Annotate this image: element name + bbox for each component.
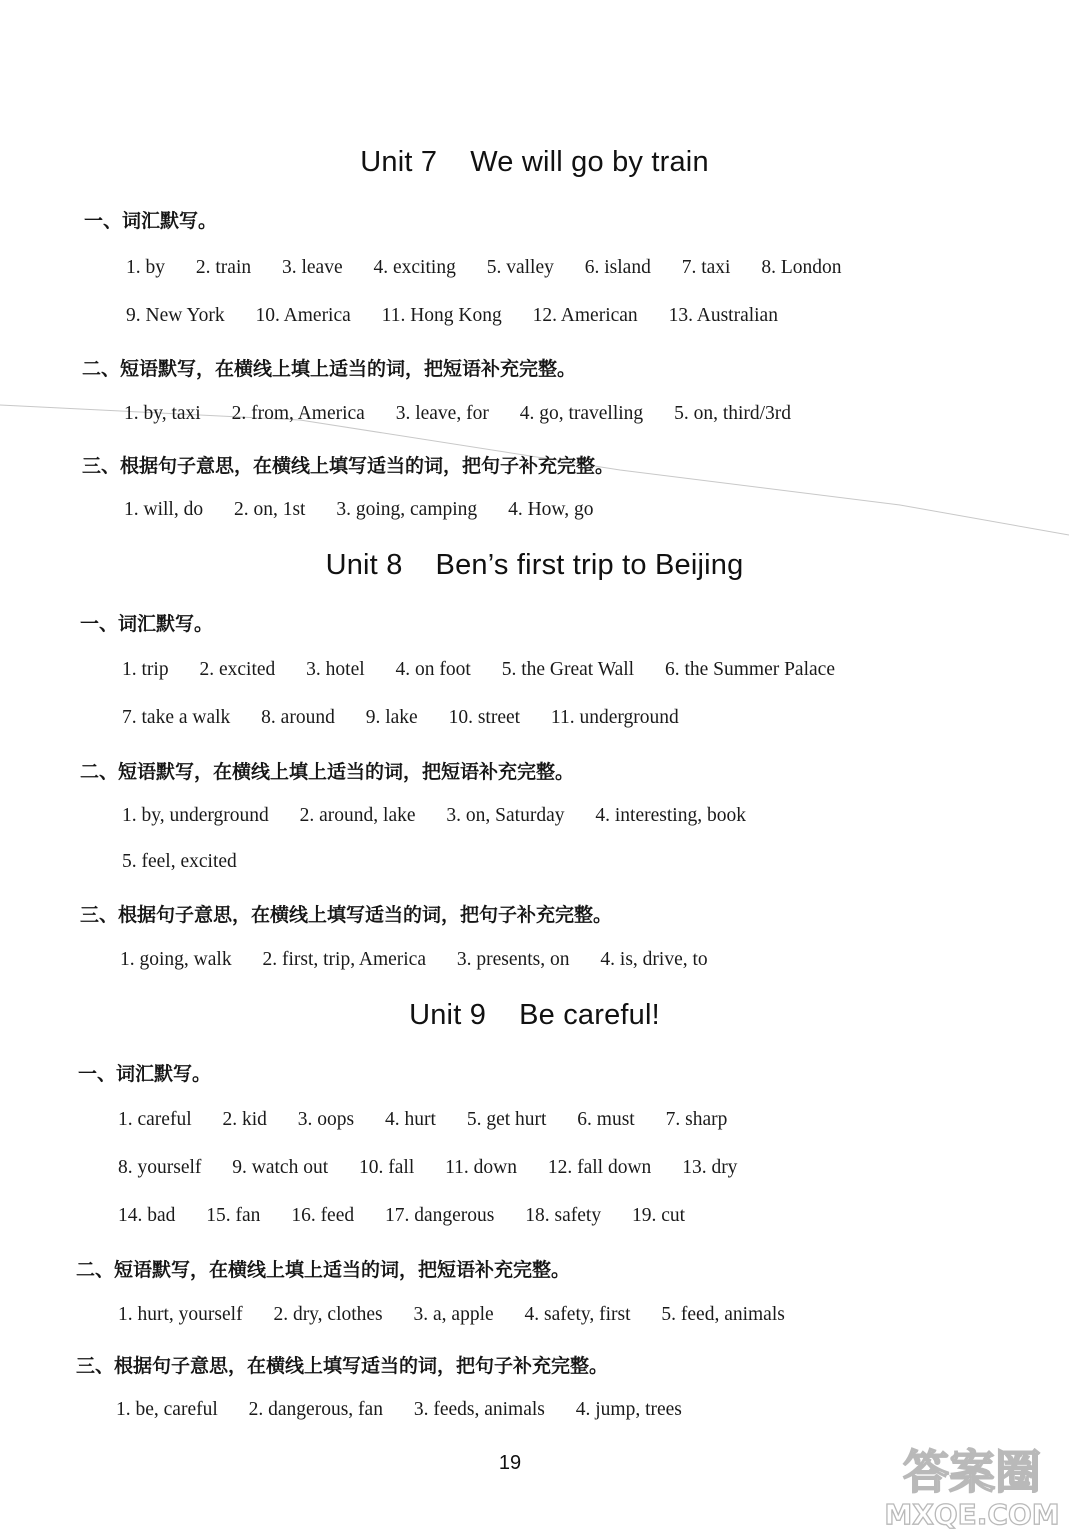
answer-item: 1. trip	[122, 659, 169, 680]
answer-item: 1. by, underground	[122, 805, 269, 826]
answer-item: 5. feed, animals	[661, 1304, 785, 1325]
answer-item: 4. safety, first	[524, 1304, 631, 1325]
answer-item: 2. train	[195, 257, 252, 278]
answer-item: 1. careful	[118, 1109, 192, 1130]
answer-item: 4. How, go	[508, 499, 594, 520]
answer-item: 4. exciting	[373, 257, 456, 278]
answer-item: 4. is, drive, to	[600, 949, 708, 970]
answer-item: 10. America	[255, 305, 351, 326]
answer-item: 2. dry, clothes	[273, 1304, 383, 1325]
answer-item: 13. dry	[682, 1157, 738, 1178]
unit-8-phrase-heading: 二、短语默写，在横线上填上适当的词，把短语补充完整。	[80, 761, 575, 783]
answer-item: 18. safety	[525, 1205, 602, 1226]
answer-item: 3. hotel	[306, 659, 365, 680]
answer-item: 6. the Summer Palace	[664, 659, 835, 680]
unit-9-sentence-row-1	[116, 1399, 682, 1421]
unit-7-phrase-row-1	[124, 403, 791, 425]
unit-9-vocabulary-heading: 一、词汇默写。	[78, 1063, 212, 1085]
answer-item: 5. the Great Wall	[501, 659, 635, 680]
unit-8-vocabulary-row-2	[122, 707, 679, 729]
answer-item: 2. from, America	[231, 403, 365, 424]
unit-8-vocabulary-row-1	[122, 659, 835, 681]
unit-8-sentence-row-1	[120, 949, 708, 971]
answer-item: 15. fan	[206, 1205, 261, 1226]
answer-item: 7. take a walk	[122, 707, 231, 728]
answer-item: 9. lake	[365, 707, 418, 728]
answer-item: 6. island	[584, 257, 651, 278]
answer-item: 2. dangerous, fan	[248, 1399, 383, 1420]
watermark-line-1: 答案圈	[903, 1445, 1041, 1499]
answer-item: 3. presents, on	[456, 949, 570, 970]
answer-item: 12. fall down	[547, 1157, 652, 1178]
page-number: 19	[498, 1452, 522, 1474]
unit-9-title: Unit 9 Be careful!	[409, 999, 660, 1031]
answer-item: 3. on, Saturday	[446, 805, 565, 826]
unit-7-sentence-heading: 三、根据句子意思，在横线上填写适当的词，把句子补充完整。	[82, 455, 615, 477]
watermark-line-2: MXQE.COM	[884, 1498, 1060, 1531]
unit-8-phrase-row-2	[122, 851, 237, 873]
answer-item: 1. by	[126, 257, 165, 278]
answer-item: 3. leave	[281, 257, 343, 278]
answer-item: 1. going, walk	[120, 949, 232, 970]
answer-item: 12. American	[532, 305, 638, 326]
unit-9-vocabulary-row-2	[118, 1157, 737, 1179]
answer-item: 1. hurt, yourself	[118, 1304, 243, 1325]
answer-item: 9. New York	[126, 305, 225, 326]
answer-item: 10. fall	[359, 1157, 415, 1178]
answer-item: 16. feed	[291, 1205, 355, 1226]
answer-item: 4. hurt	[385, 1109, 436, 1130]
answer-item: 8. yourself	[118, 1157, 202, 1178]
answer-item: 13. Australian	[668, 305, 778, 326]
answer-item: 4. interesting, book	[595, 805, 746, 826]
answer-item: 2. on, 1st	[233, 499, 306, 520]
answer-item: 7. sharp	[665, 1109, 728, 1130]
unit-9-phrase-row-1	[118, 1304, 785, 1326]
answer-item: 11. underground	[550, 707, 679, 728]
answer-item: 14. bad	[118, 1205, 176, 1226]
unit-9-vocabulary-row-3	[118, 1205, 685, 1227]
answer-item: 8. around	[261, 707, 335, 728]
answer-item: 5. feel, excited	[122, 851, 237, 872]
unit-7-phrase-heading: 二、短语默写，在横线上填上适当的词，把短语补充完整。	[82, 358, 577, 380]
answer-item: 1. be, careful	[116, 1399, 218, 1420]
unit-7-sentence-row-1	[124, 499, 593, 521]
answer-item: 2. kid	[222, 1109, 267, 1130]
answer-item: 5. valley	[486, 257, 554, 278]
answer-item: 3. going, camping	[336, 499, 478, 520]
answer-item: 3. a, apple	[413, 1304, 494, 1325]
answer-item: 1. will, do	[124, 499, 204, 520]
unit-7-vocabulary-heading: 一、词汇默写。	[84, 210, 218, 232]
answer-item: 9. watch out	[232, 1157, 329, 1178]
answer-item: 4. on foot	[395, 659, 471, 680]
unit-8-vocabulary-heading: 一、词汇默写。	[80, 613, 214, 635]
unit-8-sentence-heading: 三、根据句子意思，在横线上填写适当的词，把句子补充完整。	[80, 904, 613, 926]
answer-item: 3. leave, for	[395, 403, 489, 424]
unit-9-phrase-heading: 二、短语默写，在横线上填上适当的词，把短语补充完整。	[76, 1259, 571, 1281]
unit-8-phrase-row-1	[122, 805, 746, 827]
answer-item: 5. on, third/3rd	[674, 403, 792, 424]
unit-7-title: Unit 7 We will go by train	[360, 146, 709, 178]
answer-item: 5. get hurt	[466, 1109, 547, 1130]
answer-item: 6. must	[577, 1109, 635, 1130]
answer-item: 7. taxi	[681, 257, 731, 278]
answer-item: 2. around, lake	[299, 805, 416, 826]
answer-item: 1. by, taxi	[124, 403, 201, 424]
answer-item: 4. go, travelling	[519, 403, 644, 424]
answer-item: 2. first, trip, America	[262, 949, 426, 970]
unit-8-title: Unit 8 Ben’s first trip to Beijing	[325, 549, 744, 581]
answer-item: 11. down	[445, 1157, 517, 1178]
answer-item: 2. excited	[199, 659, 276, 680]
answer-item: 8. London	[761, 257, 842, 278]
watermark-logo	[880, 1436, 1065, 1532]
unit-9-vocabulary-row-1	[118, 1109, 727, 1131]
answer-item: 4. jump, trees	[575, 1399, 682, 1420]
unit-7-vocabulary-row-2	[126, 305, 778, 327]
answer-item: 10. street	[448, 707, 521, 728]
answer-item: 11. Hong Kong	[381, 305, 502, 326]
unit-7-vocabulary-row-1	[126, 257, 842, 279]
answer-item: 19. cut	[631, 1205, 686, 1226]
answer-item: 17. dangerous	[385, 1205, 495, 1226]
unit-9-sentence-heading: 三、根据句子意思，在横线上填写适当的词，把句子补充完整。	[76, 1355, 609, 1377]
answer-item: 3. feeds, animals	[413, 1399, 545, 1420]
answer-item: 3. oops	[297, 1109, 355, 1130]
